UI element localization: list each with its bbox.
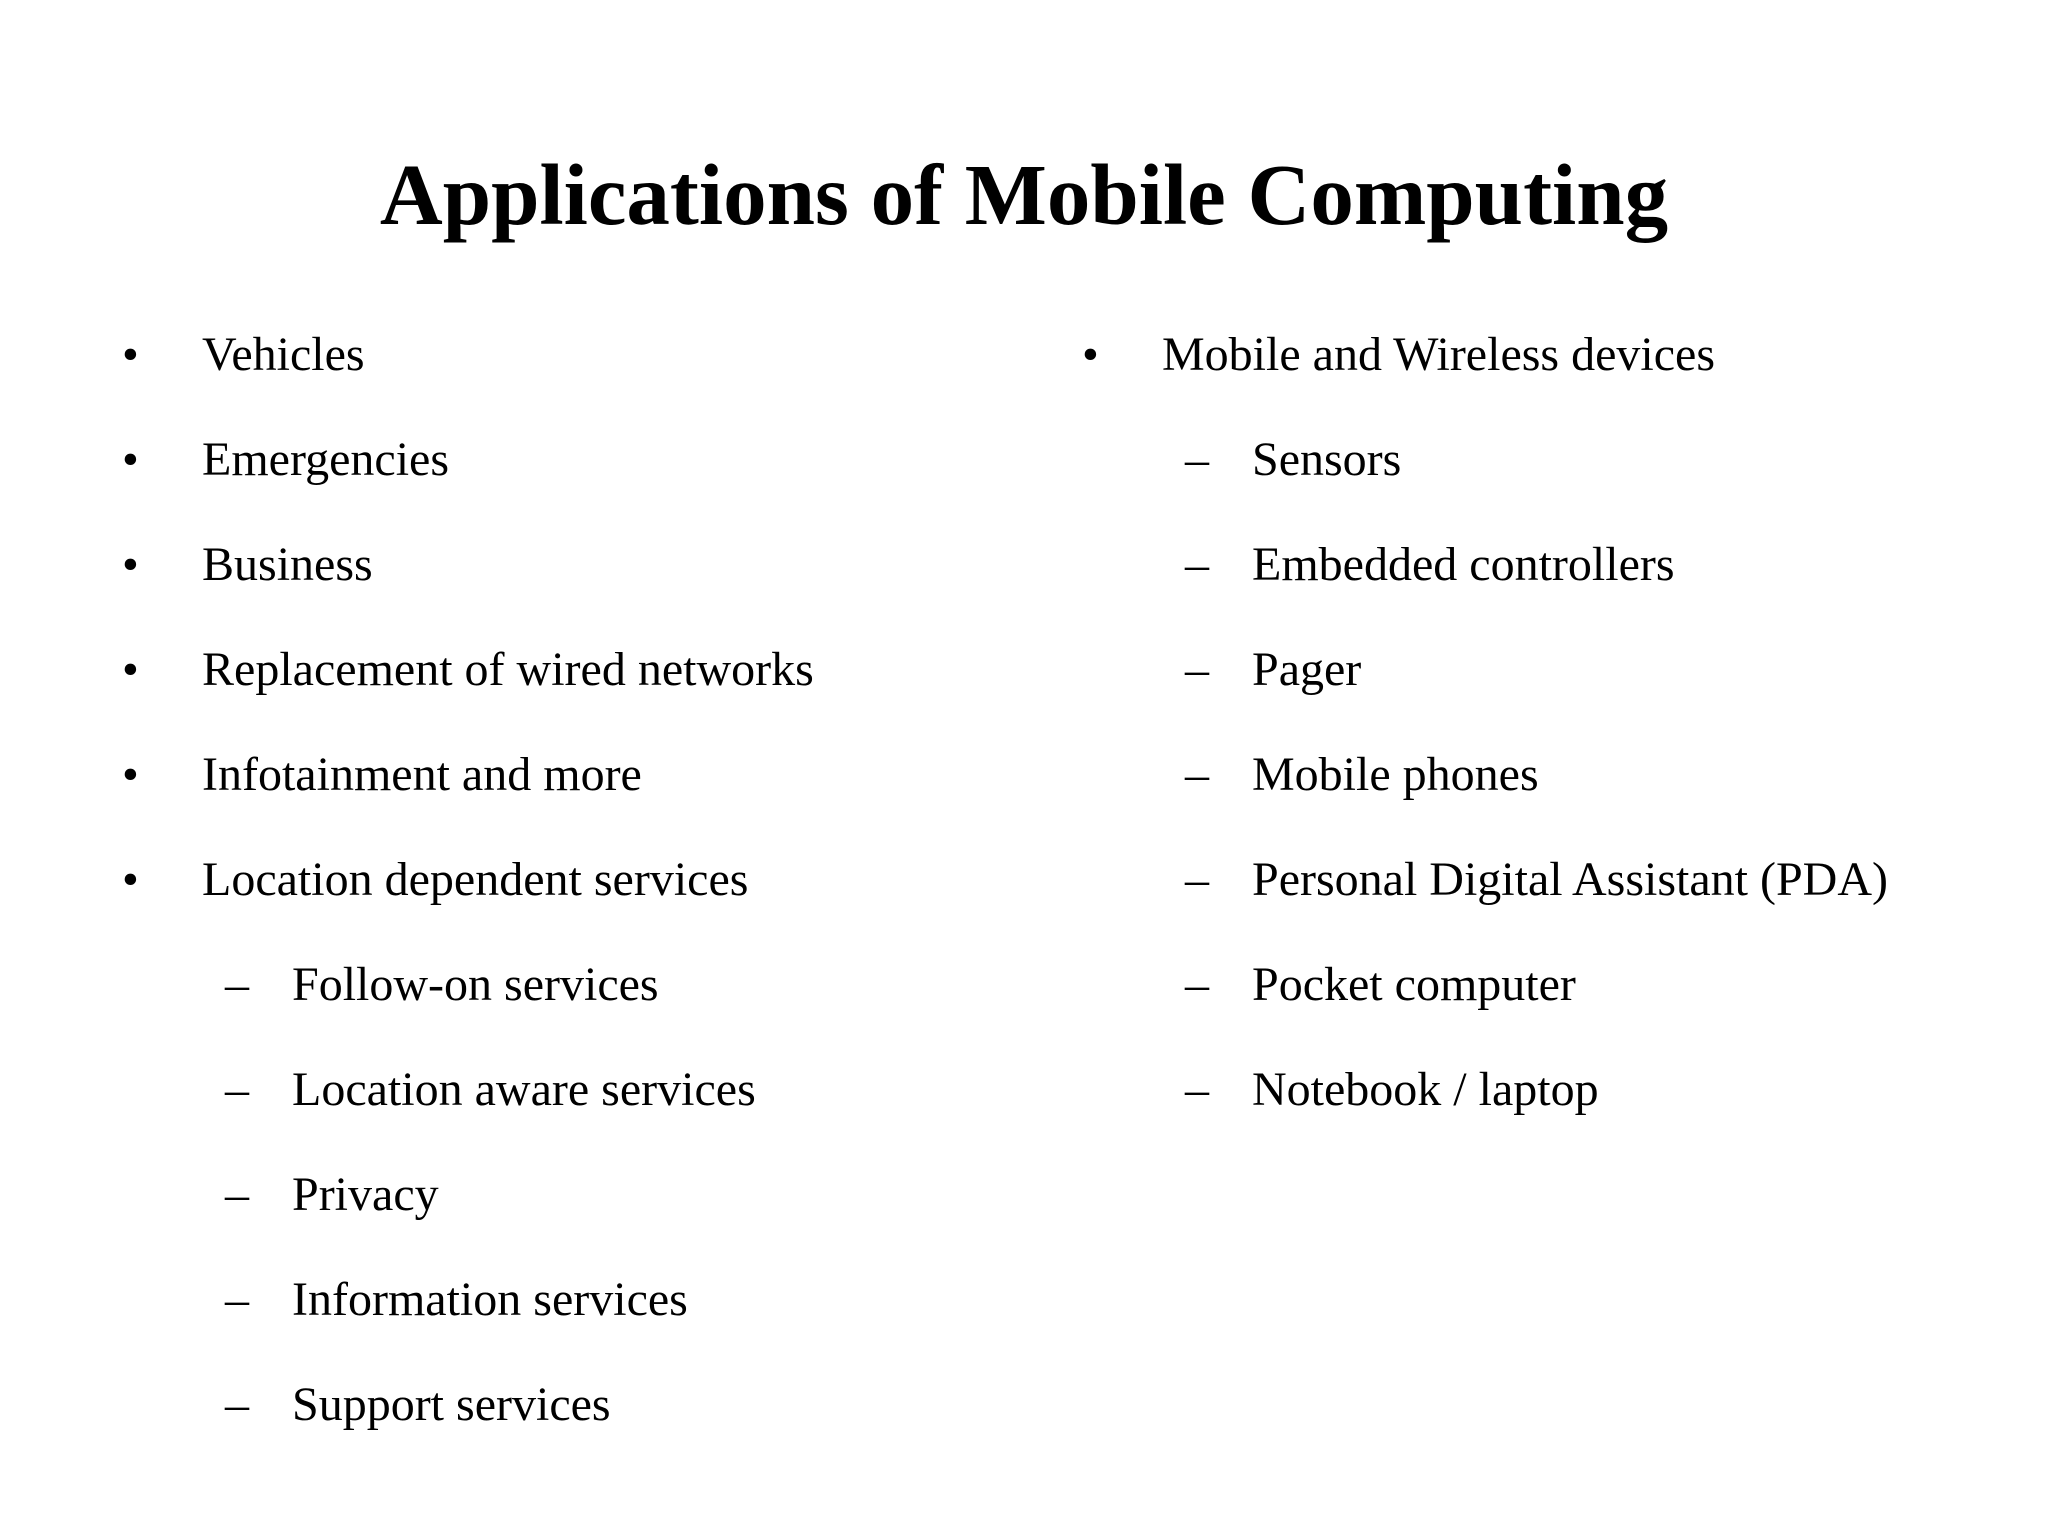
dash-icon: – [225,958,249,1011]
dash-icon: – [225,1168,249,1221]
dash-icon: – [1185,538,1209,591]
sub-list-item-label: Notebook / laptop [1252,1063,1599,1116]
sub-list-item [0,1055,1040,1160]
bullet-icon: • [122,328,139,381]
left-bullet-list [0,320,1040,1475]
sub-list-item [960,530,2048,635]
sub-list-item-label: Privacy [292,1168,439,1221]
sub-list-item-label: Pocket computer [1252,958,1576,1011]
list-item-label: Business [202,538,373,591]
right-bullet-list [960,320,2048,1160]
bullet-icon: • [122,853,139,906]
dash-icon: – [225,1273,249,1326]
sub-list-item-label: Pager [1252,643,1362,696]
sub-list-item-label: Mobile phones [1252,748,1539,801]
list-item [0,740,1040,845]
sub-list-item-label: Information services [292,1273,688,1326]
list-item [0,845,1040,950]
bullet-icon: • [122,748,139,801]
list-item-label: Emergencies [202,433,450,486]
list-item-label: Vehicles [202,328,365,381]
list-item-label: Replacement of wired networks [202,643,814,696]
list-item-label: Mobile and Wireless devices [1162,328,1716,381]
sub-list-item-label: Support services [292,1378,611,1431]
list-item [0,530,1040,635]
sub-list-item [960,425,2048,530]
dash-icon: – [1185,643,1209,696]
sub-list-item [960,635,2048,740]
sub-list-item-label: Personal Digital Assistant (PDA) [1252,853,1888,906]
sub-list-item [0,950,1040,1055]
dash-icon: – [1185,1063,1209,1116]
list-item-label: Infotainment and more [202,748,642,801]
sub-list-item-label: Follow-on services [292,958,659,1011]
sub-list-item-label: Embedded controllers [1252,538,1675,591]
sub-list-item [0,1370,1040,1475]
sub-list-item [0,1265,1040,1370]
bullet-icon: • [122,643,139,696]
sub-list-item-label: Sensors [1252,433,1402,486]
sub-list-item [960,845,2048,950]
list-item-label: Location dependent services [202,853,749,906]
dash-icon: – [225,1063,249,1116]
sub-list-item-label: Location aware services [292,1063,756,1116]
list-item [0,635,1040,740]
list-item [960,320,2048,425]
dash-icon: – [225,1378,249,1431]
bullet-icon: • [1082,328,1099,381]
sub-list-item [960,740,2048,845]
dash-icon: – [1185,433,1209,486]
sub-list-item [960,950,2048,1055]
list-item [0,425,1040,530]
bullet-icon: • [122,538,139,591]
dash-icon: – [1185,958,1209,1011]
dash-icon: – [1185,748,1209,801]
dash-icon: – [1185,853,1209,906]
list-item [0,320,1040,425]
bullet-icon: • [122,433,139,486]
sub-list-item [0,1160,1040,1265]
slide-title: Applications of Mobile Computing [379,146,1669,243]
sub-list-item [960,1055,2048,1160]
